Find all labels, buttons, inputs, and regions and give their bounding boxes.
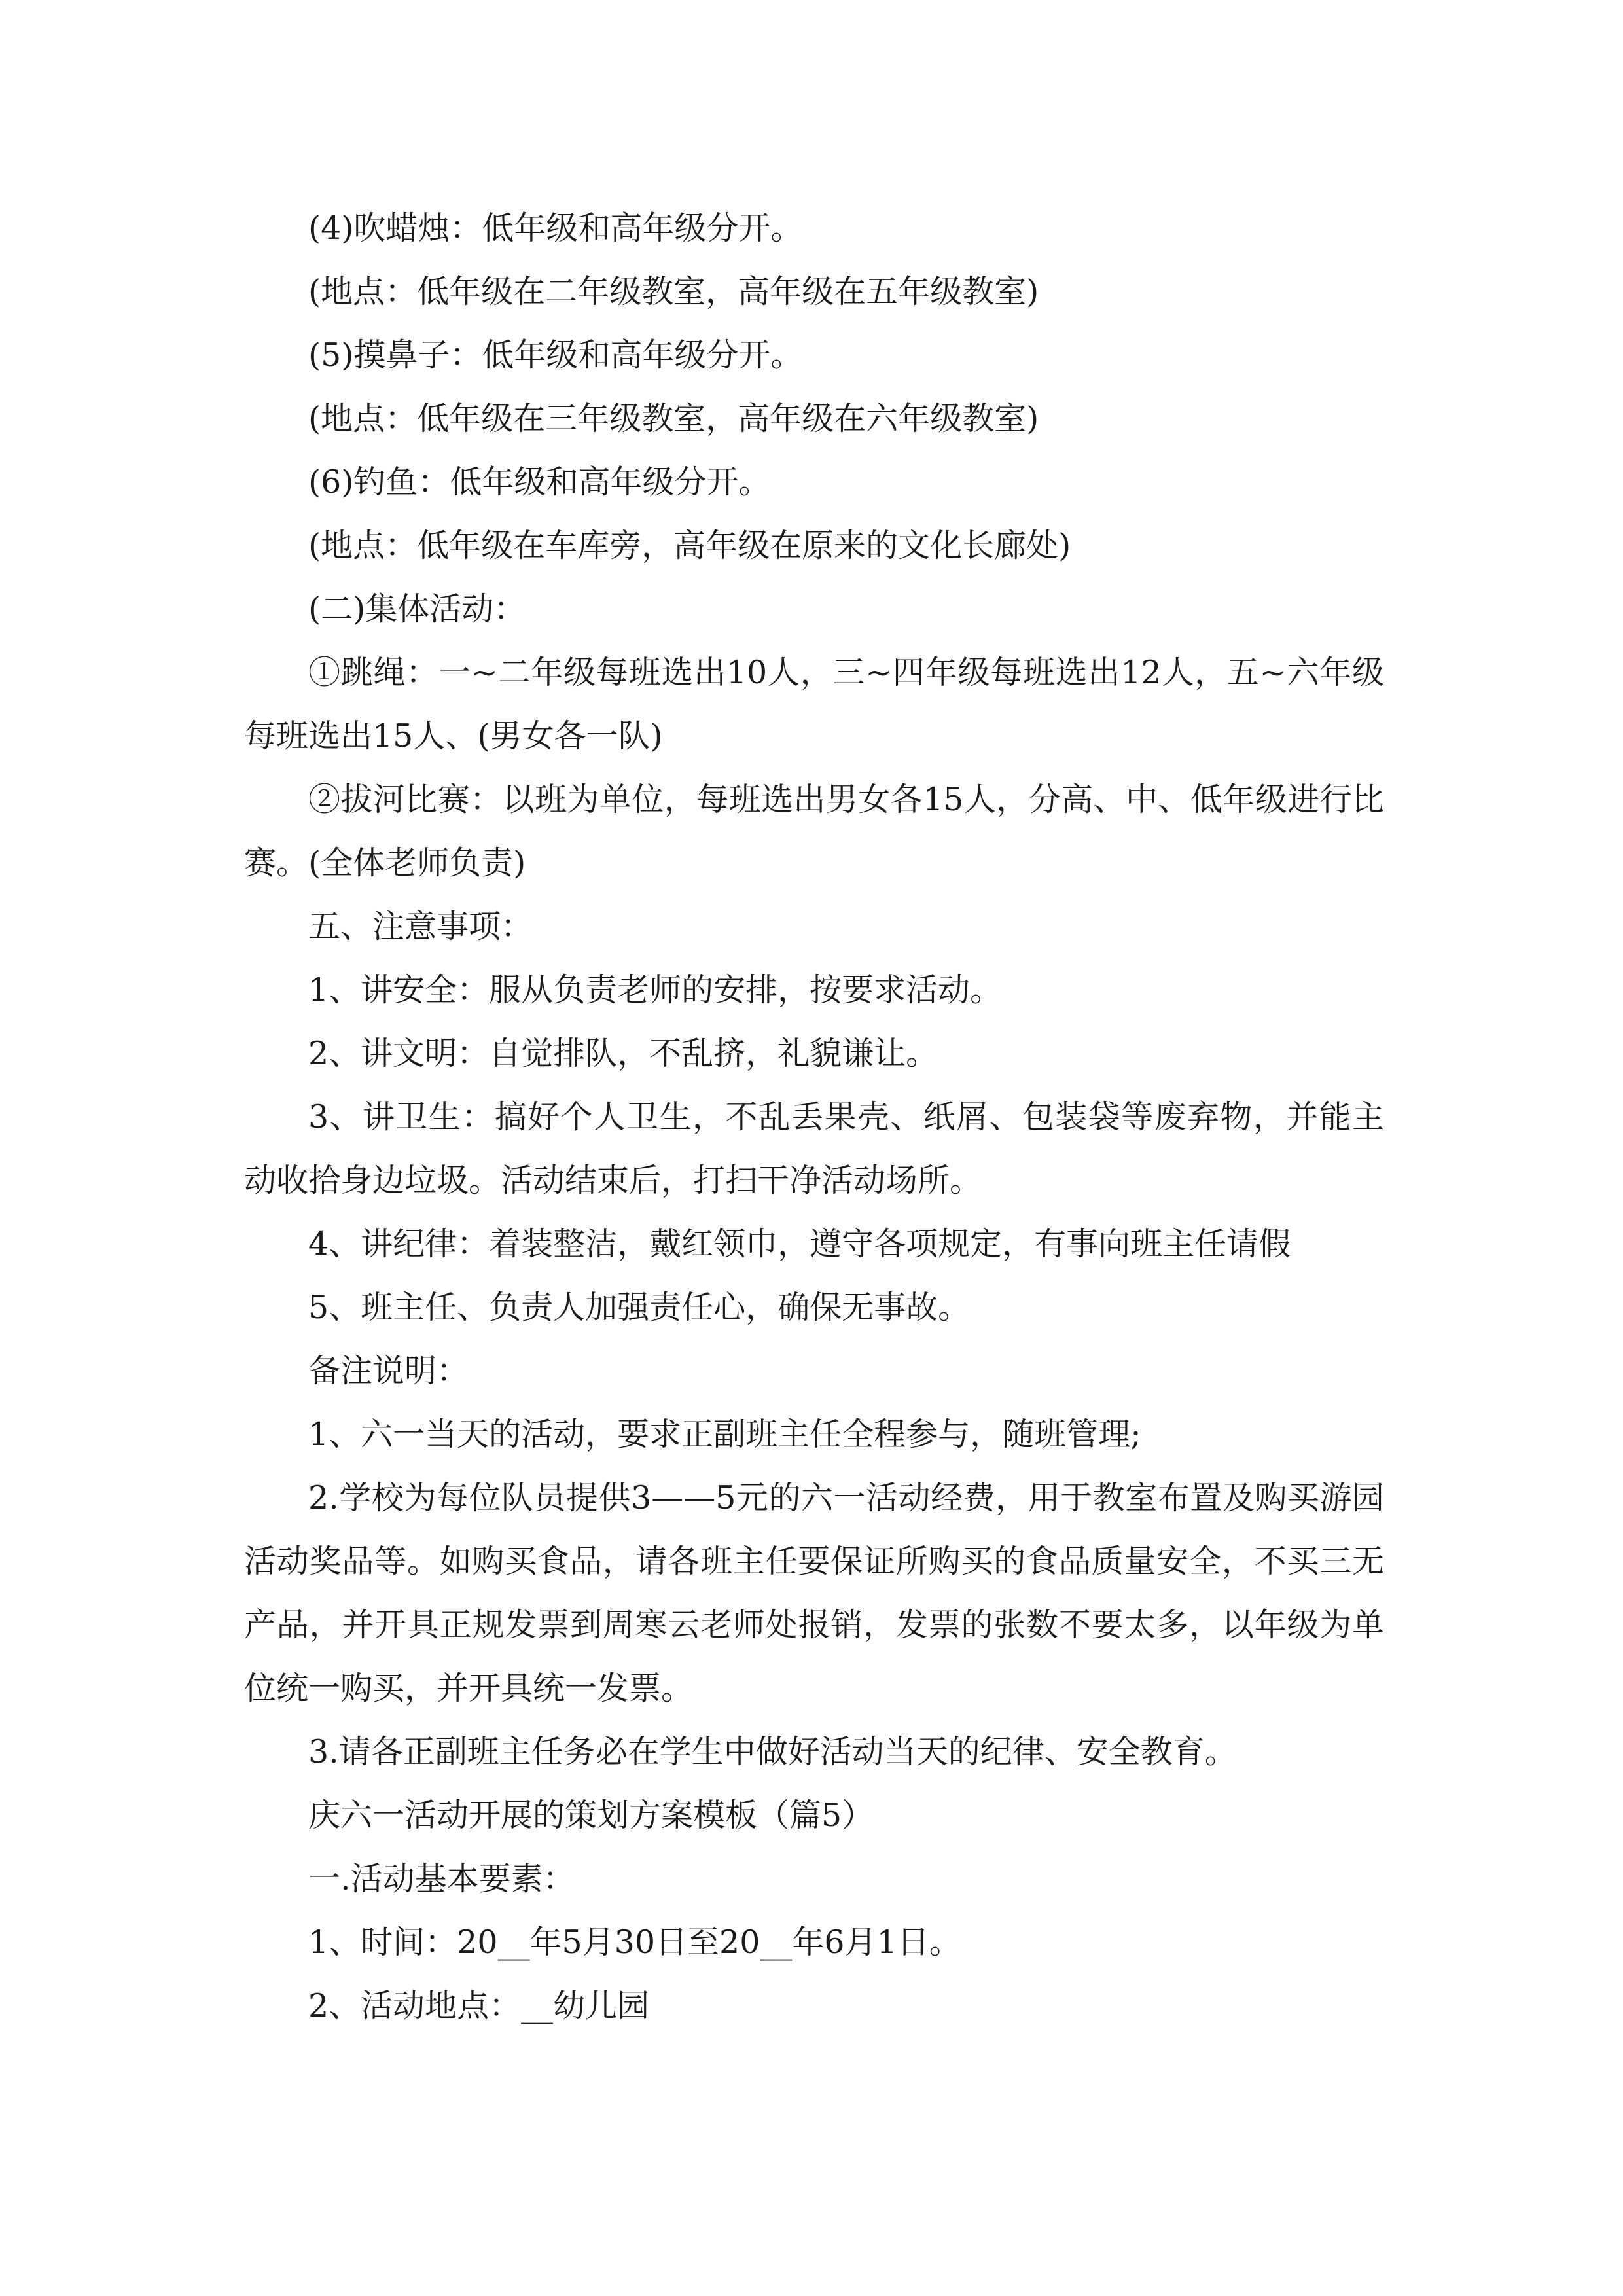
document-body <box>244 196 1384 2037</box>
list-item: 5、班主任、负责人加强责任心，确保无事故。 <box>308 1289 971 1326</box>
paragraph: (4)吹蜡烛：低年级和高年级分开。 <box>308 209 803 247</box>
document-title: 庆六一活动开展的策划方案模板（篇5） <box>308 1797 874 1834</box>
paragraph: (地点：低年级在二年级教室，高年级在五年级教室) <box>308 273 1039 310</box>
list-item: 2、活动地点：__幼儿园 <box>308 1987 650 2024</box>
list-item: 3.请各正副班主任务必在学生中做好活动当天的纪律、安全教育。 <box>308 1733 1237 1770</box>
paragraph: (地点：低年级在三年级教室，高年级在六年级教室) <box>308 400 1039 437</box>
paragraph: (6)钓鱼：低年级和高年级分开。 <box>308 463 771 501</box>
list-item: 2、讲文明：自觉排队，不乱挤，礼貌谦让。 <box>308 1035 938 1072</box>
section-heading: 备注说明： <box>308 1352 469 1390</box>
section-heading: (二)集体活动： <box>308 590 526 628</box>
list-item: 2.学校为每位队员提供3——5元的六一活动经费，用于教室布置及购买游园活动奖品等。如购买食品，请各班主任要保证所购买的食品质量安全，不买三无产品，并开具正规发票到周寒云老师处报销，发票的张数不要太多，以年级为单位统一购买，并开具统一发票。 <box>244 1479 1384 1707</box>
list-item: 4、讲纪律：着装整洁，戴红领巾，遵守各项规定，有事向班主任请假 <box>308 1225 1291 1263</box>
paragraph: ②拔河比赛：以班为单位，每班选出男女各15人，分高、中、低年级进行比赛。(全体老师负责) <box>244 781 1384 882</box>
list-item: 3、讲卫生：搞好个人卫生，不乱丢果壳、纸屑、包装袋等废弃物，并能主动收拾身边垃圾。活动结束后，打扫干净活动场所。 <box>244 1098 1384 1199</box>
paragraph: (地点：低年级在车库旁，高年级在原来的文化长廊处) <box>308 527 1071 564</box>
list-item: 1、时间：20__年5月30日至20__年6月1日。 <box>308 1924 961 1961</box>
list-item: 1、讲安全：服从负责老师的安排，按要求活动。 <box>308 971 1003 1009</box>
paragraph: (5)摸鼻子：低年级和高年级分开。 <box>308 336 803 374</box>
paragraph: ①跳绳：一~二年级每班选出10人，三~四年级每班选出12人，五~六年级每班选出15人、(男女各一队) <box>244 654 1384 755</box>
list-item: 1、六一当天的活动，要求正副班主任全程参与，随班管理; <box>308 1416 1141 1453</box>
section-heading: 五、注意事项： <box>308 908 533 945</box>
section-heading: 一.活动基本要素： <box>308 1860 575 1897</box>
